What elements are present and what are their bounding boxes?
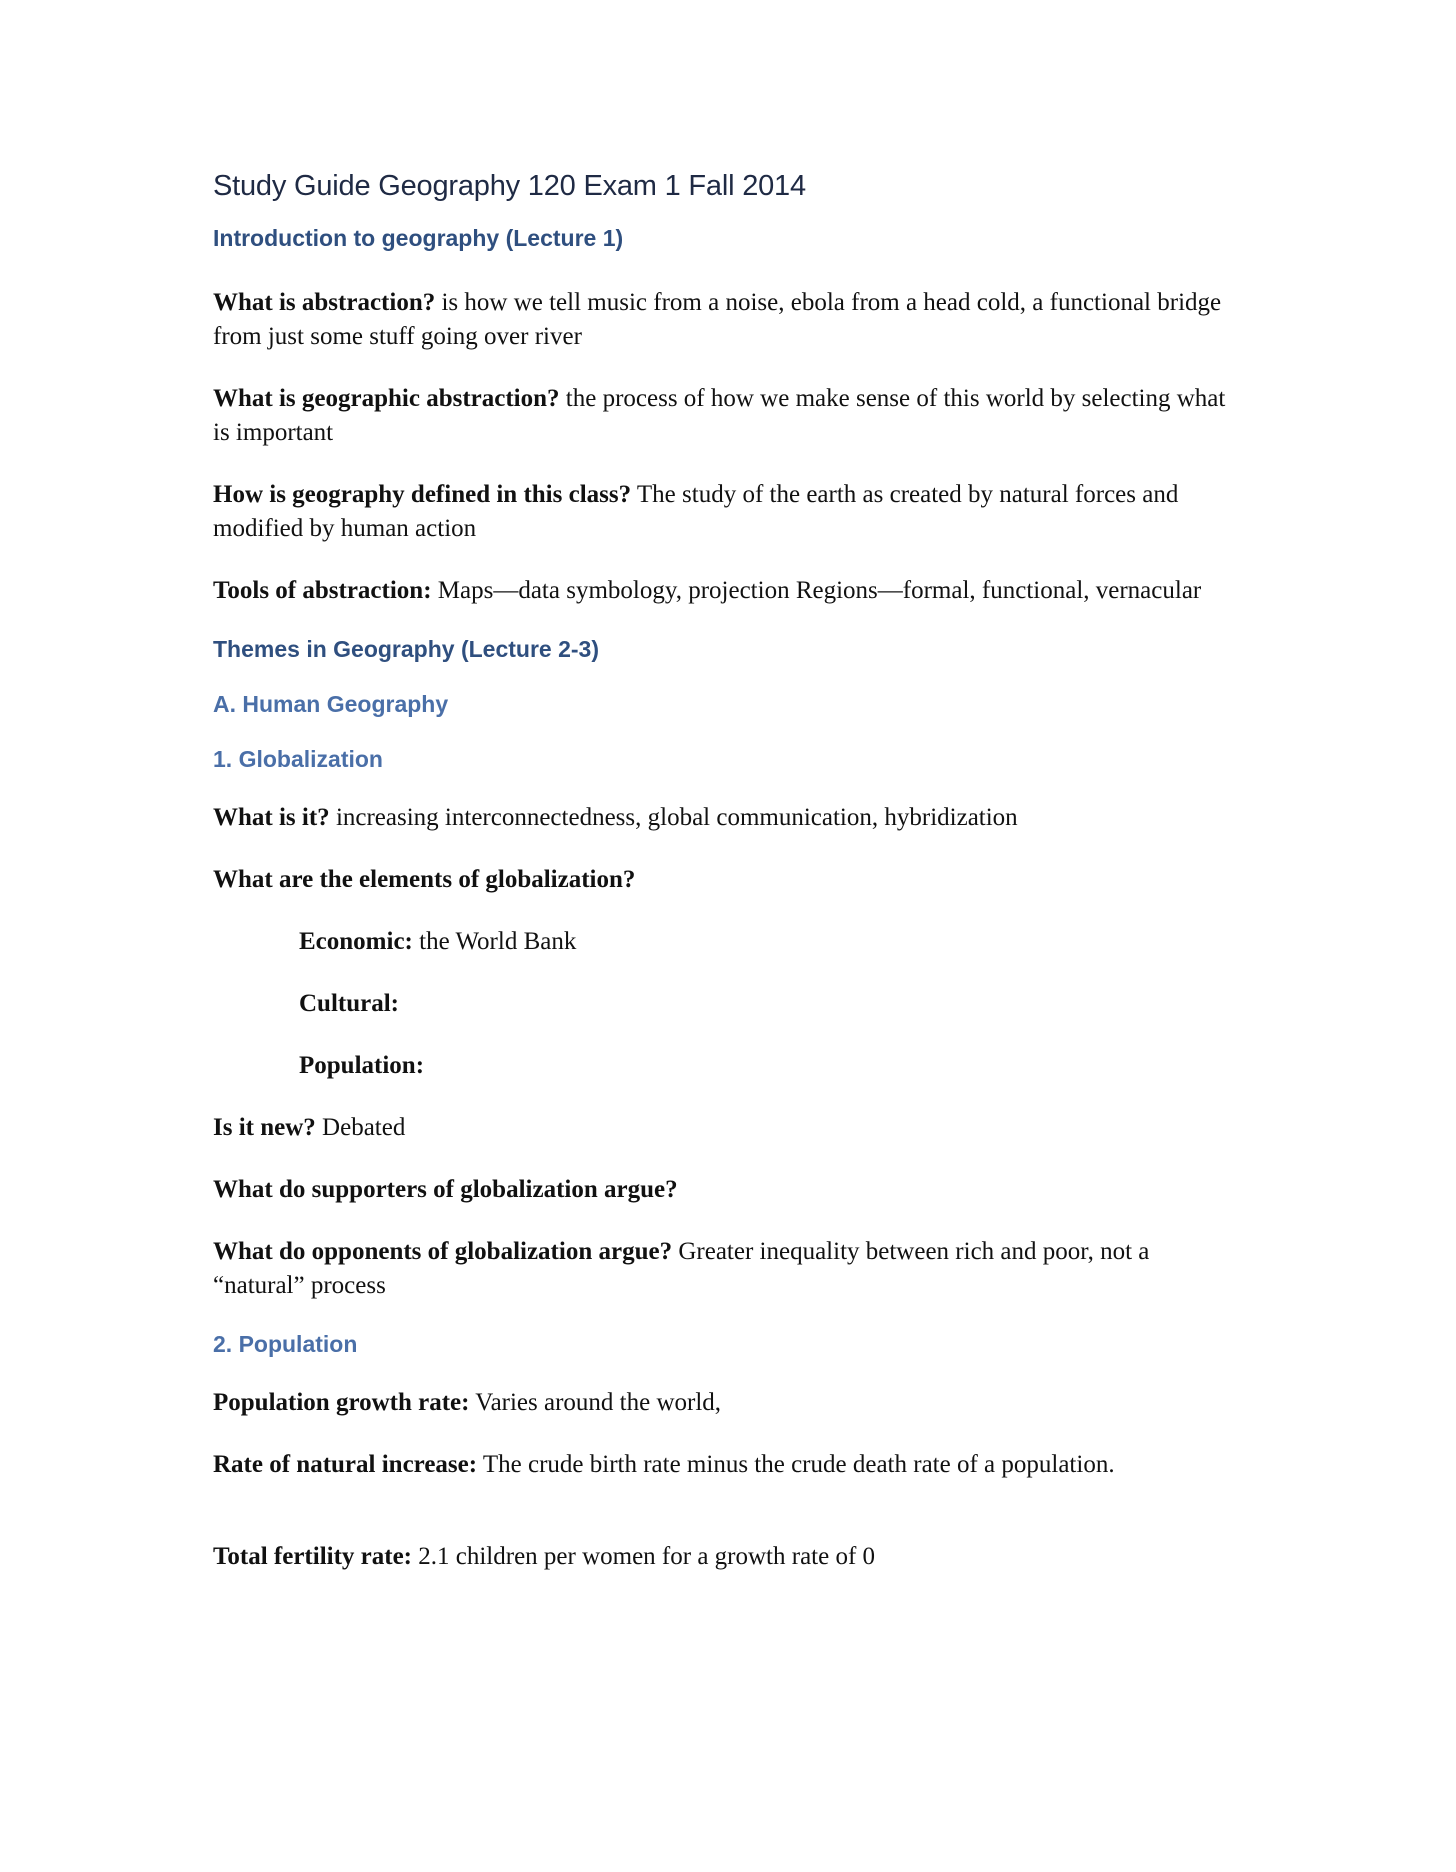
document-page	[213, 170, 1243, 1574]
question-label: What is geographic abstraction?	[213, 385, 560, 412]
qa-opponents	[213, 1235, 1243, 1303]
qa-rate-of-natural-increase	[213, 1448, 1243, 1482]
question-label: Population growth rate:	[213, 1389, 470, 1416]
heading-human-geography: A. Human Geography	[213, 691, 449, 717]
question-label: What is it?	[213, 804, 330, 831]
qa-what-is-it	[213, 801, 1243, 835]
question-label: Total fertility rate:	[213, 1543, 412, 1570]
qa-geographic-abstraction	[213, 382, 1243, 450]
question-label: Rate of natural increase:	[213, 1451, 478, 1478]
qa-is-it-new	[213, 1111, 1243, 1145]
answer-text: increasing interconnectedness, global communication, hybridization	[329, 804, 1018, 831]
question-label: What do opponents of globalization argue?	[213, 1238, 673, 1265]
qa-tools-of-abstraction	[213, 574, 1243, 608]
question-label: What are the elements of globalization?	[213, 866, 636, 893]
heading-globalization: 1. Globalization	[213, 746, 383, 772]
heading-introduction: Introduction to geography (Lecture 1)	[213, 225, 624, 251]
answer-text: The study of the earth as created by natural forces and modified by human action	[213, 481, 1179, 542]
question-label: What is abstraction?	[213, 289, 436, 316]
qa-abstraction	[213, 286, 1243, 354]
question-label: Population:	[299, 1052, 425, 1079]
document-title: Study Guide Geography 120 Exam 1 Fall 2014	[213, 170, 806, 202]
question-label: Tools of abstraction:	[213, 577, 432, 604]
question-label: What do supporters of globalization argue?	[213, 1176, 678, 1203]
element-cultural	[213, 987, 1243, 1021]
qa-population-growth-rate	[213, 1386, 1243, 1420]
qa-elements	[213, 863, 1243, 897]
answer-text: 2.1 children per women for a growth rate of 0	[412, 1543, 876, 1570]
answer-text: the process of how we make sense of this world by selecting what is important	[213, 385, 1226, 446]
heading-themes: Themes in Geography (Lecture 2-3)	[213, 636, 599, 662]
question-label: How is geography defined in this class?	[213, 481, 632, 508]
question-label: Is it new?	[213, 1114, 316, 1141]
answer-text: is how we tell music from a noise, ebola from a head cold, a functional bridge from just some stuff going over river	[213, 289, 1222, 350]
element-population	[213, 1049, 1243, 1083]
qa-geography-defined	[213, 478, 1243, 546]
answer-text: Varies around the world,	[469, 1389, 722, 1416]
qa-supporters	[213, 1173, 1243, 1207]
answer-text: Greater inequality between rich and poor, not a “natural” process	[213, 1238, 1150, 1299]
answer-text: Debated	[315, 1114, 406, 1141]
element-economic	[213, 925, 1243, 959]
answer-text: The crude birth rate minus the crude death rate of a population.	[477, 1451, 1115, 1478]
question-label: Cultural:	[299, 990, 399, 1017]
answer-text: the World Bank	[412, 928, 577, 955]
answer-text: Maps—data symbology, projection Regions—formal, functional, vernacular	[431, 577, 1202, 604]
question-label: Economic:	[299, 928, 413, 955]
qa-total-fertility-rate	[213, 1540, 1243, 1574]
heading-population: 2. Population	[213, 1331, 358, 1357]
